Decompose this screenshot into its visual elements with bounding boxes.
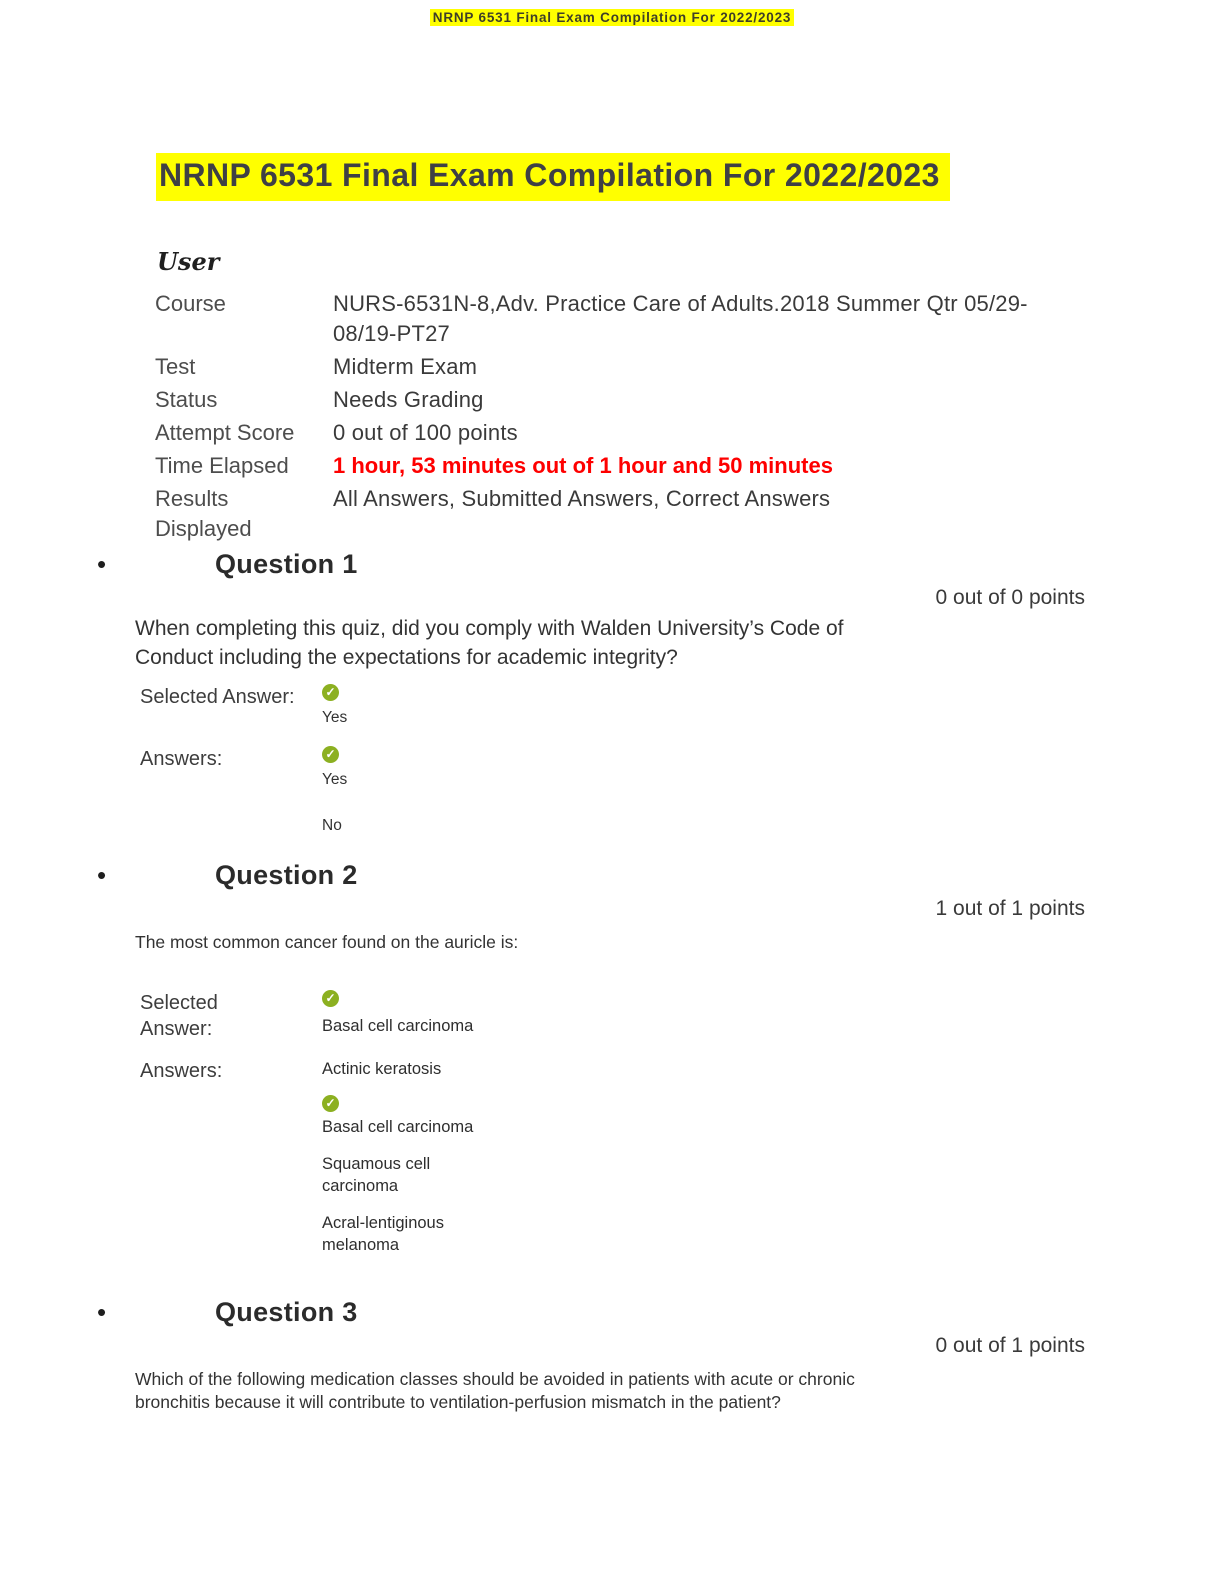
answer-block: [140, 684, 1224, 836]
meta-row-results-displayed: [155, 484, 1224, 544]
meta-value: Midterm Exam: [333, 354, 478, 379]
title-block: [156, 153, 1224, 201]
question-title-row: [0, 1295, 1224, 1329]
correct-check-icon: ✓: [322, 746, 339, 763]
answer-block: [140, 990, 1224, 1271]
answer-option: Yes: [322, 771, 348, 788]
selected-answer-content: [322, 684, 1224, 728]
meta-value: Needs Grading: [333, 387, 484, 412]
meta-label: Course: [155, 291, 226, 316]
running-header-text: NRNP 6531 Final Exam Compilation For 2022/2023: [430, 9, 794, 26]
answer-option-row: [322, 1212, 1224, 1256]
correct-check-icon: ✓: [322, 990, 339, 1007]
question-3-section: [0, 1295, 1224, 1414]
answer-option: Squamous cell carcinoma: [322, 1155, 431, 1195]
correct-check-icon: ✓: [322, 1095, 339, 1112]
answer-option-row: [322, 1153, 1224, 1197]
selected-answer-value: Yes: [322, 709, 348, 726]
question-title-row: [0, 547, 1224, 581]
meta-row-test: [155, 352, 1224, 382]
question-2-section: [0, 858, 1224, 1271]
question-title: Question 3: [215, 1297, 358, 1327]
selected-answer-label-text: Selected Answer:: [140, 992, 218, 1040]
meta-value-time-elapsed: 1 hour, 53 minutes out of 1 hour and 50 minutes: [333, 453, 833, 478]
selected-answer-value: Basal cell carcinoma: [322, 1017, 474, 1035]
answer-option-row: [322, 1095, 1224, 1138]
user-heading: User: [157, 247, 220, 276]
question-points: 0 out of 0 points: [935, 586, 1085, 609]
question-points: 0 out of 1 points: [935, 1334, 1085, 1357]
answers-row: [140, 746, 1224, 836]
question-title-row: [0, 858, 1224, 892]
answers-list: [322, 746, 1224, 836]
selected-answer-row: [140, 990, 1224, 1042]
meta-row-status: [155, 385, 1224, 415]
meta-row-time-elapsed: [155, 451, 1224, 481]
meta-label: Time Elapsed: [155, 453, 289, 478]
meta-label: Results Displayed: [155, 486, 252, 541]
selected-answer-label: Selected Answer:: [140, 686, 295, 708]
answers-list: [322, 1058, 1224, 1271]
bullet-icon: •: [97, 860, 107, 890]
answer-option: No: [322, 817, 342, 834]
exam-metadata: [155, 289, 1224, 544]
question-title: Question 1: [215, 549, 358, 579]
meta-value: All Answers, Submitted Answers, Correct Answers: [333, 486, 831, 511]
answer-option-row: [322, 1058, 1224, 1080]
meta-row-course: [155, 289, 1224, 349]
answers-label: Answers:: [140, 748, 223, 770]
question-text: Which of the following medication classes should be avoided in patients with acute or chronic bronchitis because it will contribute to ventilation-perfusion mismatch in the patient?: [135, 1369, 855, 1412]
question-text: The most common cancer found on the auricle is:: [135, 932, 519, 952]
correct-check-icon: ✓: [322, 684, 339, 701]
meta-row-attempt-score: [155, 418, 1224, 448]
question-text: When completing this quiz, did you comply with Walden University’s Code of Conduct including the expectations for academic integrity?: [135, 617, 844, 669]
meta-label: Test: [155, 354, 196, 379]
bullet-icon: •: [97, 1297, 107, 1327]
selected-answer-row: [140, 684, 1224, 728]
selected-answer-content: [322, 990, 1224, 1042]
answer-option: Actinic keratosis: [322, 1060, 442, 1078]
meta-label: Status: [155, 387, 218, 412]
question-points: 1 out of 1 points: [935, 897, 1085, 920]
meta-label: Attempt Score: [155, 420, 295, 445]
answer-option: Acral-lentiginous melanoma: [322, 1214, 444, 1254]
question-1-section: [0, 547, 1224, 836]
page-title: NRNP 6531 Final Exam Compilation For 2022/2023: [156, 153, 950, 201]
answers-row: [140, 1058, 1224, 1271]
question-title: Question 2: [215, 860, 358, 890]
bullet-icon: •: [97, 549, 107, 579]
meta-value: 0 out of 100 points: [333, 420, 518, 445]
page-running-header: [0, 0, 1224, 27]
answers-label: Answers:: [140, 1060, 223, 1082]
selected-answer-label: [140, 990, 322, 1042]
answer-option: Basal cell carcinoma: [322, 1118, 474, 1136]
meta-value: NURS-6531N-8,Adv. Practice Care of Adults.2018 Summer Qtr 05/29-08/19-PT27: [333, 291, 1028, 346]
